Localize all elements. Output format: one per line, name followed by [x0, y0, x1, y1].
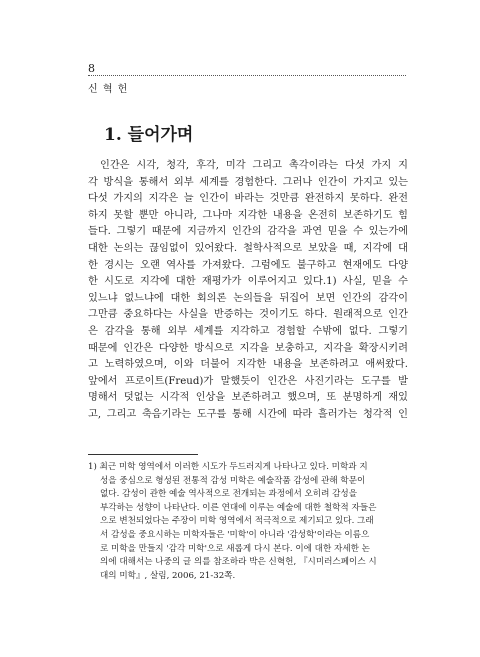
- footnote-line: 대의 미학』, 살림, 2006, 21-32쪽.: [100, 570, 236, 581]
- footnote-line: 서 감성을 중요시하는 미학자들은 '미학'이 아니라 '감성학'이라는 이름으: [100, 529, 370, 540]
- section-title: 1. 들어가며: [104, 125, 194, 145]
- body-text: [88, 158, 408, 424]
- body-line: 고, 그리고 축음기라는 도구를 통해 시간에 따라 흘러가는 청각적 인: [88, 408, 408, 420]
- footnote-line: 으로 변천되었다는 주장이 미학 영역에서 적극적으로 제기되고 있다. 그래: [100, 516, 374, 527]
- body-line: 들다. 그렇기 때문에 지금까지 인간의 감각을 과연 믿을 수 있는가에: [88, 226, 408, 238]
- body-line: 명해서 덧없는 시각적 인상을 보존하려고 했으며, 또 분명하게 재있: [88, 392, 408, 404]
- header-rule: [88, 75, 406, 76]
- body-line: 앞에서 프로이트(Freud)가 말했듯이 인간은 사진기라는 도구를 발: [88, 375, 408, 387]
- footnote-line: 없다. 감성이 관한 예술 역사적으로 전개되는 과정에서 오히려 감성을: [100, 489, 358, 500]
- footnote-rule: [88, 454, 198, 455]
- footnote-line: 로 미학을 만들지 '감각 미학'으로 새롭게 다시 본다. 이에 대한 자세한 논: [100, 543, 370, 554]
- body-line: 한 시도로 지각에 대한 재평가가 이루어지고 있다.1) 사실, 믿을 수: [88, 276, 408, 288]
- body-line: 한 경시는 오랜 역사를 가져왔다. 그럼에도 불구하고 현재에도 다양: [88, 259, 408, 271]
- body-line: 대한 논의는 끊임없이 있어왔다. 철학사적으로 보았을 때, 지각에 대: [88, 242, 408, 254]
- body-line: 고 노력하였으며, 이와 더불어 지각한 내용을 보존하려고 애써왔다.: [88, 359, 408, 371]
- page-number: 8: [88, 62, 95, 75]
- body-line: 인간은 시각, 청각, 후각, 미각 그리고 촉각이라는 다섯 가지 지: [100, 160, 408, 171]
- running-head: 신 혁 헌: [88, 84, 129, 95]
- footnote-line: 의에 대해서는 나중의 글 의를 참조하라 박은 신혁헌, 『시미러스페이스 시: [100, 557, 377, 568]
- body-line: 그만큼 중요하다는 사실을 반증하는 것이기도 하다. 원래적으로 인간: [88, 309, 408, 321]
- body-line: 각 방식을 통해서 외부 세계를 경험한다. 그러나 인간이 가지고 있는: [88, 176, 408, 188]
- body-line: 다섯 가지의 지각은 늘 인간이 바라는 것만큼 완전하지 못하다. 완전: [88, 193, 408, 205]
- body-line: 때문에 인간은 다양한 방식으로 지각을 보충하고, 지각을 확장시키려: [88, 342, 408, 354]
- body-line: 있느냐 없느냐에 대한 회의론 논의들을 뒤집어 보면 인간의 감각이: [88, 292, 408, 304]
- body-line: 하지 못할 뿐만 아니라, 그나마 지각한 내용을 온전히 보존하기도 힘: [88, 209, 408, 221]
- footnote-line: 성을 중심으로 형성된 전통적 감성 미학은 예술작품 감성에 관해 학문이: [100, 475, 366, 486]
- body-line: 은 감각을 통해 외부 세계를 지각하고 경험할 수밖에 없다. 그렇기: [88, 325, 408, 337]
- footnote-line: 1) 최근 미학 영역에서 이러한 시도가 두드러지게 나타나고 있다. 미학과 지: [88, 462, 368, 472]
- footnote-line: 부각하는 성향이 나타난다. 이른 연대에 이루는 예술에 대한 철학적 자들은: [100, 502, 377, 513]
- footnotes: [88, 461, 408, 583]
